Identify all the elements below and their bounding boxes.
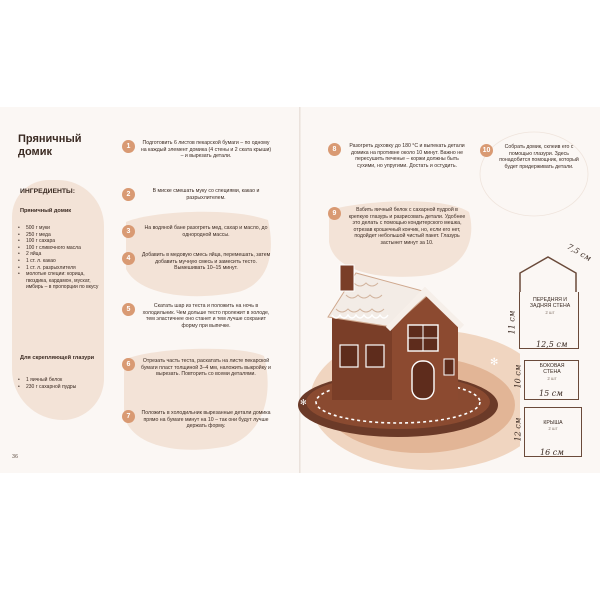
step-text: Положить в холодильник вырезанные детали домика прямо на бумаге минут на 10 – так они будут лучше держать форму. bbox=[141, 410, 271, 430]
ingredient-item bbox=[18, 271, 102, 291]
ingredient-text: 230 г сахарной пудры bbox=[26, 383, 77, 390]
step-8 bbox=[328, 143, 468, 169]
step-1 bbox=[122, 140, 272, 160]
step-text: Подготовить 6 листов пекарской бумаги – по одному на каждый элемент домика (4 стены и 2 ската крыши) – и вырезать детали. bbox=[140, 140, 272, 160]
roof-label bbox=[532, 420, 574, 433]
dim-height: 11 см bbox=[507, 310, 517, 335]
step-number: 1 bbox=[122, 140, 135, 153]
ingredient-text: 100 г сахара bbox=[26, 238, 56, 245]
bullet-icon: • bbox=[18, 251, 20, 258]
step-9 bbox=[328, 207, 468, 247]
step-number: 5 bbox=[122, 303, 135, 316]
dough-list bbox=[18, 225, 102, 291]
bullet-icon: • bbox=[18, 271, 20, 278]
ingredient-item bbox=[18, 232, 102, 239]
dim-width-2: 15 см bbox=[539, 389, 563, 398]
glaze-list bbox=[18, 377, 102, 390]
ingredients-panel bbox=[12, 180, 104, 420]
front-back-wall-label bbox=[528, 297, 572, 316]
ingredient-item bbox=[18, 384, 102, 391]
bullet-icon: • bbox=[18, 257, 20, 264]
svg-text:✻: ✻ bbox=[300, 398, 307, 407]
svg-text:✻: ✻ bbox=[490, 357, 499, 368]
ingredient-text: 2 яйца bbox=[26, 251, 42, 258]
bullet-icon: • bbox=[18, 231, 20, 238]
bullet-icon: • bbox=[18, 225, 20, 231]
side-wall-label bbox=[532, 363, 572, 382]
gingerbread-house-illustration bbox=[280, 255, 523, 470]
step-text: На водяной бане разогреть мед, сахар и масло, до однородной массы. bbox=[144, 225, 268, 238]
step-number: 2 bbox=[122, 188, 135, 201]
step-number: 4 bbox=[122, 252, 135, 265]
step-text: Разогреть духовку до 180 °С и выпекать детали домика на противне около 10 минут. Важно не пересушить печенье – коржи должны быть сухими, но упругими. Достать и остудить. bbox=[349, 143, 465, 169]
bullet-icon: • bbox=[18, 244, 20, 251]
ingredient-text: 250 г меда bbox=[26, 231, 51, 238]
dim-width-1: 12,5 см bbox=[536, 340, 568, 349]
step-6 bbox=[122, 358, 272, 378]
ingredient-item bbox=[18, 238, 102, 245]
dim-side-height: 10 см bbox=[513, 364, 523, 389]
roof-qty: 2 шт bbox=[548, 426, 558, 432]
bullet-icon: • bbox=[18, 383, 20, 390]
step-number: 6 bbox=[122, 358, 135, 371]
step-number: 8 bbox=[328, 143, 341, 156]
ingredient-text: 500 г муки bbox=[26, 225, 50, 231]
bullet-icon: • bbox=[18, 264, 20, 271]
step-number: 3 bbox=[122, 225, 135, 238]
step-3 bbox=[122, 225, 272, 238]
page-number: 36 bbox=[12, 454, 19, 460]
ingredient-item bbox=[18, 265, 102, 272]
step-4 bbox=[122, 252, 272, 272]
glaze-heading: Для скрепляющей глазури bbox=[20, 355, 95, 361]
step-number: 7 bbox=[122, 410, 135, 423]
page-title: Пряничный домик bbox=[18, 133, 82, 158]
ingredient-text: 1 ст. л. какао bbox=[26, 257, 56, 264]
dim-roof-height: 12 см bbox=[513, 417, 523, 442]
ingredient-item bbox=[18, 225, 102, 232]
ingredient-item bbox=[18, 377, 102, 384]
step-text: Добавить в медовую смесь яйца, перемешать, затем добавить мучную смесь и замесить тесто. Вымешивать 10–15 минут. bbox=[141, 252, 271, 272]
bullet-icon: • bbox=[18, 238, 20, 245]
dim-top: 7,5 см bbox=[565, 242, 593, 263]
step-text: Взбить яичный белок с сахарной пудрой в крепкую глазурь и разрисовать детали. Удобнее это делать с помощью кондитерского мешка, отрезав крошечный кончик, но, если его нет, подойдет небольшой чистый пакет. Глазурь застынет минут за 10. bbox=[348, 207, 466, 246]
ingredient-text: 1 яичный белок bbox=[26, 377, 63, 383]
front-back-wall-qty: 2 шт bbox=[545, 309, 555, 315]
side-wall-title: БОКОВАЯ СТЕНА bbox=[539, 363, 565, 376]
step-text: В миске смешать муку со специями, какао и разрыхлителем. bbox=[152, 188, 260, 201]
step-10 bbox=[480, 144, 580, 170]
step-5 bbox=[122, 303, 272, 329]
step-number: 9 bbox=[328, 207, 341, 220]
front-back-wall-title: ПЕРЕДНЯЯ И ЗАДНЯЯ СТЕНА bbox=[529, 297, 571, 310]
step-text: Скатать шар из теста и положить на ночь в холодильник. Чем дольше тесто пролежит в холоде, тем эластичнее оно станет и тем лучше сохранит форму при выпечке. bbox=[142, 303, 270, 329]
dim-width-3: 16 см bbox=[540, 448, 564, 457]
step-7 bbox=[122, 410, 272, 430]
ingredients-heading: ИНГРЕДИЕНТЫ: bbox=[20, 188, 75, 195]
ingredient-text: 100 г сливочного масла bbox=[26, 244, 81, 251]
step-number: 10 bbox=[480, 144, 493, 157]
ingredient-text: 1 ст. л. разрыхлителя bbox=[26, 264, 76, 271]
step-text: Отрезать часть теста, раскатать на листе пекарской бумаги пласт толщиной 3–4 мм, наложить выкройку и вырезать. Повторить со всеми деталями. bbox=[141, 358, 271, 378]
side-wall-qty: 2 шт bbox=[547, 375, 557, 381]
ingredient-item bbox=[18, 258, 102, 265]
step10-backdrop bbox=[478, 128, 590, 218]
bullet-icon: • bbox=[18, 377, 20, 383]
step-2 bbox=[122, 188, 272, 201]
step-text: Собрать домик, склеив его с помощью глазури. Здесь понадобится помощник, который будет придерживать детали. bbox=[499, 144, 579, 170]
ingredient-item bbox=[18, 251, 102, 258]
ingredient-text: молотые специи: корица, гвоздика, кардамон, мускат, имбирь – в пропорции по вкусу bbox=[26, 271, 99, 291]
roof-title: КРЫША bbox=[543, 420, 563, 426]
dough-heading: Пряничный домик bbox=[20, 208, 72, 214]
